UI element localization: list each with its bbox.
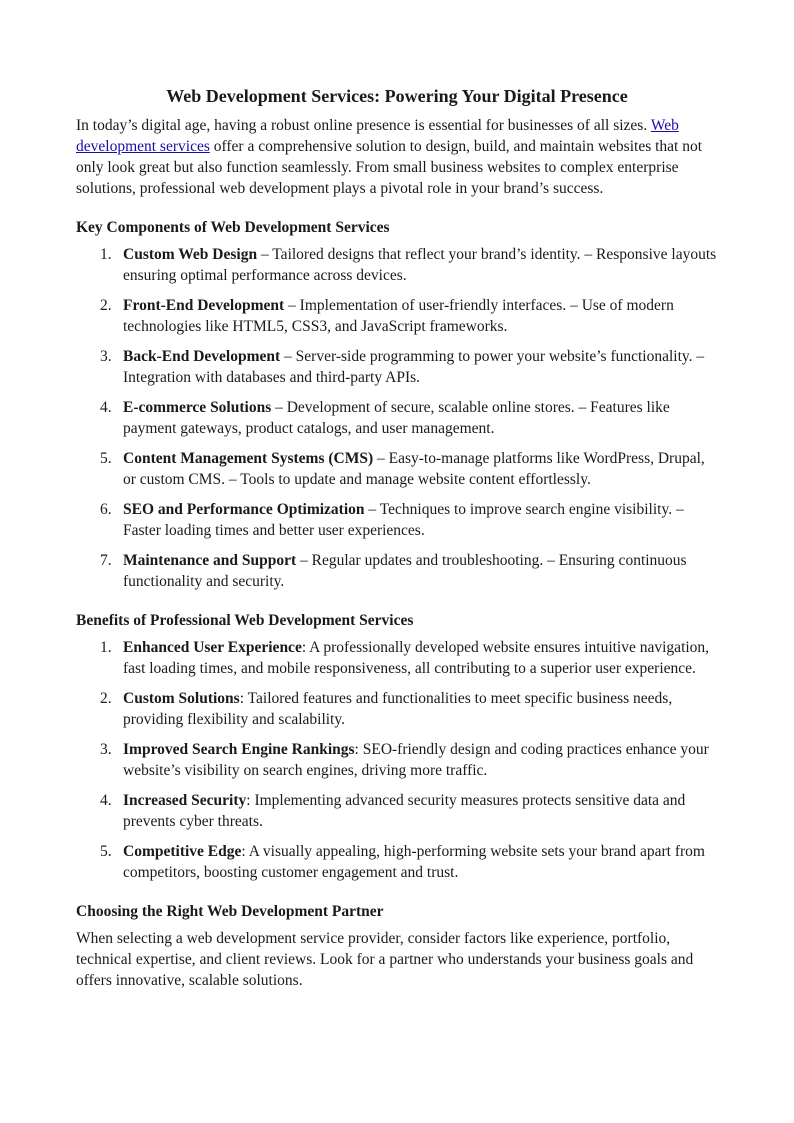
web-development-services-link[interactable]: Web development services <box>76 117 679 155</box>
list-item-text: : Tailored features and functionalities to meet specific business needs, providing flexibility and scalability. <box>123 690 673 728</box>
list-item <box>76 499 718 541</box>
list-item <box>76 295 718 337</box>
list-item-text: : A visually appealing, high-performing website sets your brand apart from competitors, boosting customer engagement and trust. <box>123 843 705 881</box>
list-item-text: – Techniques to improve search engine visibility. – Faster loading times and better user experiences. <box>123 501 684 539</box>
list-item-number: 4. <box>100 399 112 416</box>
list-item-number: 1. <box>100 246 112 263</box>
list-item-label: Custom Solutions <box>123 690 240 707</box>
list-item-text: : SEO-friendly design and coding practices enhance your website’s visibility on search engines, driving more traffic. <box>123 741 709 779</box>
list-item-number: 7. <box>100 552 112 569</box>
list-item-number: 2. <box>100 690 112 707</box>
list-item-number: 3. <box>100 348 112 365</box>
list-item-label: Custom Web Design <box>123 246 258 263</box>
list-item-text: : Implementing advanced security measures protects sensitive data and prevents cyber threats. <box>123 792 686 830</box>
list-item-label: Competitive Edge <box>123 843 242 860</box>
list-item-text: : A professionally developed website ensures intuitive navigation, fast loading times, and mobile responsiveness, all contributing to a superior user experience. <box>123 639 710 677</box>
list-item-label: Improved Search Engine Rankings <box>123 741 355 758</box>
list-item <box>76 688 718 730</box>
partner-heading: Choosing the Right Web Development Partner <box>76 903 384 920</box>
intro-paragraph <box>76 115 718 199</box>
list-item <box>76 397 718 439</box>
list-item-label: Enhanced User Experience <box>123 639 302 656</box>
list-item-text: – Development of secure, scalable online stores. – Features like payment gateways, product catalogs, and user management. <box>123 399 670 437</box>
list-item-text: – Tailored designs that reflect your brand’s identity. – Responsive layouts ensuring optimal performance across devices. <box>123 246 717 284</box>
page-title: Web Development Services: Powering Your Digital Presence <box>166 86 628 106</box>
list-item <box>76 739 718 781</box>
list-item <box>76 637 718 679</box>
list-item-label: Increased Security <box>123 792 247 809</box>
intro-text-before-link: In today’s digital age, having a robust online presence is essential for businesses of all sizes. <box>76 117 651 134</box>
benefits-heading: Benefits of Professional Web Development Services <box>76 612 414 629</box>
list-item-number: 1. <box>100 639 112 656</box>
list-item-label: SEO and Performance Optimization <box>123 501 365 518</box>
partner-paragraph: When selecting a web development service provider, consider factors like experience, portfolio, technical expertise, and client reviews. Look for a partner who understands your business goals and offers innovative, scalable solutions. <box>76 930 694 989</box>
list-item <box>76 550 718 592</box>
list-item-label: Back-End Development <box>123 348 281 365</box>
list-item-number: 4. <box>100 792 112 809</box>
list-item-number: 3. <box>100 741 112 758</box>
components-heading: Key Components of Web Development Services <box>76 219 390 236</box>
list-item-text: – Easy-to-manage platforms like WordPress, Drupal, or custom CMS. – Tools to update and manage website content effortlessly. <box>123 450 705 488</box>
list-item <box>76 244 718 286</box>
list-item-number: 5. <box>100 450 112 467</box>
list-item <box>76 346 718 388</box>
list-item-label: E-commerce Solutions <box>123 399 272 416</box>
benefits-list <box>76 637 718 883</box>
list-item <box>76 841 718 883</box>
list-item-number: 6. <box>100 501 112 518</box>
list-item-label: Front-End Development <box>123 297 285 314</box>
list-item-number: 2. <box>100 297 112 314</box>
intro-text-after-link: offer a comprehensive solution to design, build, and maintain websites that not only look great but also function seamlessly. From small business websites to complex enterprise solutions, professional web development plays a pivotal role in your brand’s success. <box>76 138 703 197</box>
components-list <box>76 244 718 592</box>
list-item-number: 5. <box>100 843 112 860</box>
list-item-text: – Implementation of user-friendly interfaces. – Use of modern technologies like HTML5, CSS3, and JavaScript frameworks. <box>123 297 674 335</box>
list-item <box>76 790 718 832</box>
list-item-label: Content Management Systems (CMS) <box>123 450 374 467</box>
list-item-text: – Server-side programming to power your website’s functionality. – Integration with databases and third-party APIs. <box>123 348 705 386</box>
list-item-text: – Regular updates and troubleshooting. – Ensuring continuous functionality and security. <box>123 552 687 590</box>
list-item-label: Maintenance and Support <box>123 552 297 569</box>
list-item <box>76 448 718 490</box>
